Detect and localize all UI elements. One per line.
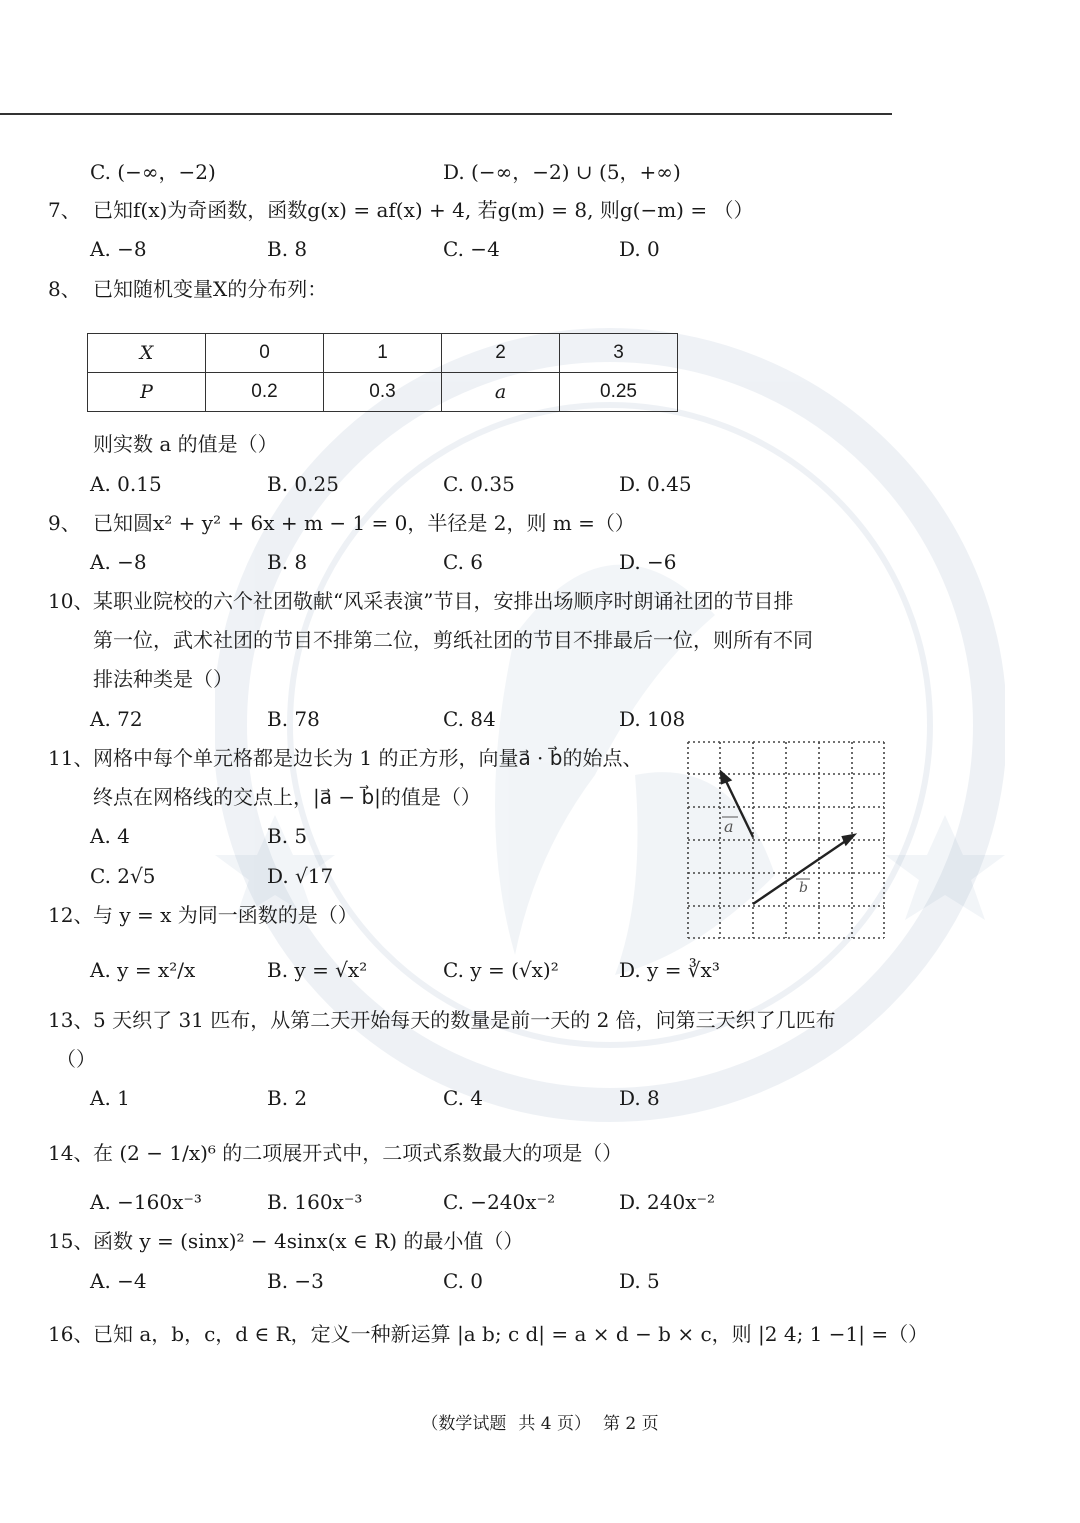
grid-lines	[688, 742, 884, 938]
q10-stem-line-3: 排法种类是（）	[93, 667, 233, 691]
q15-option-b[interactable]: B. −3	[267, 1269, 324, 1293]
q6-option-d[interactable]: D. (−∞，−2) ∪ (5，+∞)	[443, 160, 681, 184]
table-row-p	[88, 373, 678, 412]
q9-option-a[interactable]: A. −8	[90, 550, 147, 574]
q15-number: 15、	[48, 1229, 94, 1253]
q9-option-d[interactable]: D. −6	[619, 550, 677, 574]
vector-a-label: a	[724, 817, 734, 836]
q12-stem: 与 y = x 为同一函数的是（）	[93, 903, 358, 927]
q10-stem-line-2: 第一位，武术社团的节目不排第二位，剪纸社团的节目不排最后一位，则所有不同	[93, 628, 813, 652]
q7-number: 7、	[48, 198, 81, 222]
q6-option-c[interactable]: C. (−∞，−2)	[90, 160, 216, 184]
q11-stem-line-1: 网格中每个单元格都是边长为 1 的正方形，向量a⃗ · b⃗的始点、	[93, 746, 643, 770]
q9-number: 9、	[48, 511, 81, 535]
q7-option-b[interactable]: B. 8	[267, 237, 308, 261]
q13-option-b[interactable]: B. 2	[267, 1086, 308, 1110]
q15-option-c[interactable]: C. 0	[443, 1269, 484, 1293]
q12-option-b[interactable]: B. y = √x²	[267, 958, 368, 982]
footer-subject: （数学试题	[421, 1414, 507, 1434]
q10-option-a[interactable]: A. 72	[90, 707, 143, 731]
q13-option-d[interactable]: D. 8	[619, 1086, 660, 1110]
vector-grid-figure	[686, 740, 886, 940]
q14-option-b[interactable]: B. 160x⁻³	[267, 1190, 363, 1214]
table-cell: 3	[560, 334, 678, 373]
table-cell: 1	[324, 334, 442, 373]
q7-option-a[interactable]: A. −8	[90, 237, 147, 261]
q14-option-d[interactable]: D. 240x⁻²	[619, 1190, 716, 1214]
q7-stem: 已知f(x)为奇函数，函数g(x) = af(x) + 4, 若g(m) = 8, 则g(−m) = （）	[93, 198, 754, 222]
q10-option-b[interactable]: B. 78	[267, 707, 320, 731]
q9-option-c[interactable]: C. 6	[443, 550, 484, 574]
q14-number: 14、	[48, 1141, 94, 1165]
q16-stem: 已知 a，b，c，d ∈ R，定义一种新运算 |a b; c d| = a × d − b × c，则 |2 4; 1 −1| =（）	[93, 1322, 929, 1346]
q8-stem: 已知随机变量X的分布列：	[93, 277, 328, 301]
q12-option-d[interactable]: D. y = ∛x³	[619, 958, 720, 982]
vector-b-label: b	[799, 880, 808, 896]
q9-option-b[interactable]: B. 8	[267, 550, 308, 574]
page-footer	[0, 1412, 1080, 1436]
q16-number: 16、	[48, 1322, 94, 1346]
table-row-x	[88, 334, 678, 373]
q9-stem: 已知圆x² + y² + 6x + m − 1 = 0，半径是 2，则 m =（）	[93, 511, 635, 535]
q11-option-d[interactable]: D. √17	[267, 864, 334, 888]
q10-option-c[interactable]: C. 84	[443, 707, 496, 731]
q8-option-a[interactable]: A. 0.15	[90, 472, 162, 496]
table-cell: 2	[442, 334, 560, 373]
q7-option-d[interactable]: D. 0	[619, 237, 660, 261]
table-cell: 0.3	[324, 373, 442, 412]
q11-option-a[interactable]: A. 4	[90, 824, 130, 848]
q8-question: 则实数 a 的值是（）	[93, 432, 278, 456]
q10-number: 10、	[48, 589, 94, 613]
q15-option-d[interactable]: D. 5	[619, 1269, 660, 1293]
q14-stem: 在 (2 − 1/x)⁶ 的二项展开式中，二项式系数最大的项是（）	[93, 1141, 623, 1165]
footer-total-pages: 共 4 页）	[518, 1414, 591, 1434]
distribution-table	[87, 333, 678, 412]
q15-option-a[interactable]: A. −4	[90, 1269, 147, 1293]
q10-option-d[interactable]: D. 108	[619, 707, 686, 731]
q13-option-c[interactable]: C. 4	[443, 1086, 484, 1110]
q12-option-a[interactable]: A. y = x²/x	[90, 958, 196, 982]
q11-option-c[interactable]: C. 2√5	[90, 864, 156, 888]
header-rule	[0, 113, 892, 115]
table-cell: X	[88, 334, 206, 373]
q13-stem-line-1: 5 天织了 31 匹布，从第二天开始每天的数量是前一天的 2 倍，问第三天织了几匹布	[93, 1008, 836, 1032]
q8-option-b[interactable]: B. 0.25	[267, 472, 339, 496]
table-cell: 0	[206, 334, 324, 373]
q10-stem-line-1: 某职业院校的六个社团敬献“风采表演”节目，安排出场顺序时朗诵社团的节目排	[93, 589, 794, 613]
q14-option-a[interactable]: A. −160x⁻³	[90, 1190, 202, 1214]
q7-option-c[interactable]: C. −4	[443, 237, 500, 261]
table-cell: a	[442, 373, 560, 412]
q14-option-c[interactable]: C. −240x⁻²	[443, 1190, 556, 1214]
table-cell: 0.2	[206, 373, 324, 412]
table-cell: P	[88, 373, 206, 412]
q11-stem-line-2: 终点在网格线的交点上，|a⃗ − b⃗|的值是（）	[93, 785, 481, 809]
footer-page-number: 第 2 页	[603, 1414, 659, 1434]
q15-stem: 函数 y = (sinx)² − 4sinx(x ∈ R) 的最小值（）	[93, 1229, 524, 1253]
q13-number: 13、	[48, 1008, 94, 1032]
q8-option-d[interactable]: D. 0.45	[619, 472, 692, 496]
q12-number: 12、	[48, 903, 94, 927]
q11-number: 11、	[48, 746, 94, 770]
q8-option-c[interactable]: C. 0.35	[443, 472, 515, 496]
q13-stem-line-2: （）	[56, 1047, 96, 1071]
q13-option-a[interactable]: A. 1	[90, 1086, 130, 1110]
q11-option-b[interactable]: B. 5	[267, 824, 308, 848]
q8-number: 8、	[48, 277, 81, 301]
table-cell: 0.25	[560, 373, 678, 412]
q12-option-c[interactable]: C. y = (√x)²	[443, 958, 559, 982]
